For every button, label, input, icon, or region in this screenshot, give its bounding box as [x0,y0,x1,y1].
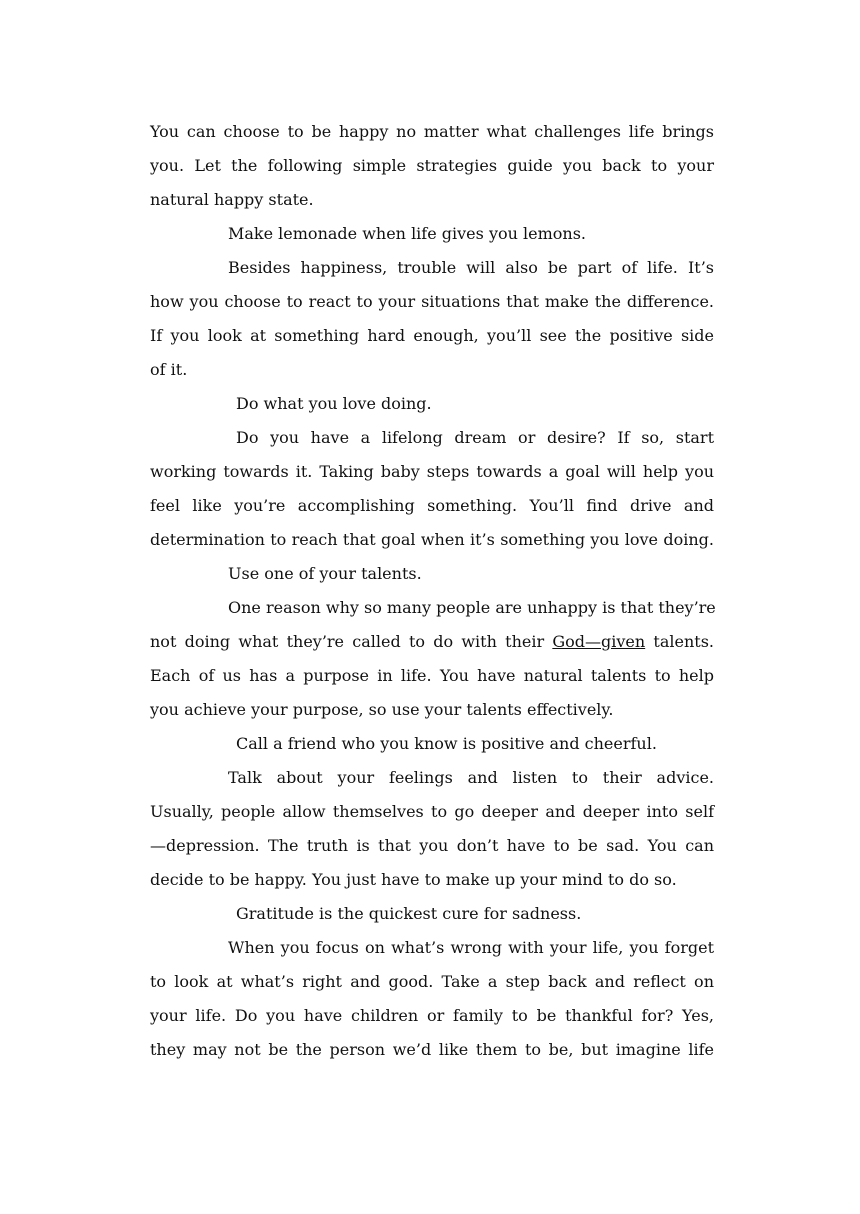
article-body [150,115,714,1067]
section-heading-call-friend: Call a friend who you know is positive and cheerful. [236,734,657,753]
text-line: you. Let the following simple strategies guide you back to your [150,156,714,175]
text-line: —depression. The truth is that you don’t have to be sad. You can [150,836,714,855]
text-line: feel like you’re accomplishing something. You’ll find drive and [150,496,714,515]
text-segment: not doing what they’re called to do with their [150,632,553,651]
text-line: You can choose to be happy no matter what challenges life brings [150,122,714,141]
text-line: Do you have a lifelong dream or desire? If so, start [236,428,714,447]
section-heading-love-doing: Do what you love doing. [236,394,432,413]
section-heading-gratitude: Gratitude is the quickest cure for sadness. [236,904,582,923]
text-line: to look at what’s right and good. Take a step back and reflect on [150,972,714,991]
text-line: how you choose to react to your situations that make the difference. [150,292,714,311]
text-segment: talents. [645,632,714,651]
text-line [150,625,714,659]
text-line: natural happy state. [150,190,314,209]
text-line: Each of us has a purpose in life. You have natural talents to help [150,666,714,685]
text-line: your life. Do you have children or family to be thankful for? Yes, [150,1006,714,1025]
text-line: they may not be the person we’d like them to be, but imagine life [150,1040,714,1059]
text-line: When you focus on what’s wrong with your life, you forget [228,938,714,957]
text-line: One reason why so many people are unhappy is that they’re [228,598,716,617]
text-line: If you look at something hard enough, you’ll see the positive side [150,326,714,345]
section-heading-talents: Use one of your talents. [228,564,422,583]
section-heading-lemonade: Make lemonade when life gives you lemons. [228,224,586,243]
underlined-phrase: God—given [552,632,646,651]
text-line: you achieve your purpose, so use your talents effectively. [150,700,614,719]
text-line: working towards it. Taking baby steps towards a goal will help you [150,462,714,481]
text-line: determination to reach that goal when it’s something you love doing. [150,530,714,549]
text-line: Talk about your feelings and listen to their advice. [228,768,714,787]
text-line: Besides happiness, trouble will also be part of life. It’s [228,258,714,277]
text-line: decide to be happy. You just have to make up your mind to do so. [150,870,677,889]
text-line: Usually, people allow themselves to go deeper and deeper into self [150,802,714,821]
text-line: of it. [150,360,188,379]
